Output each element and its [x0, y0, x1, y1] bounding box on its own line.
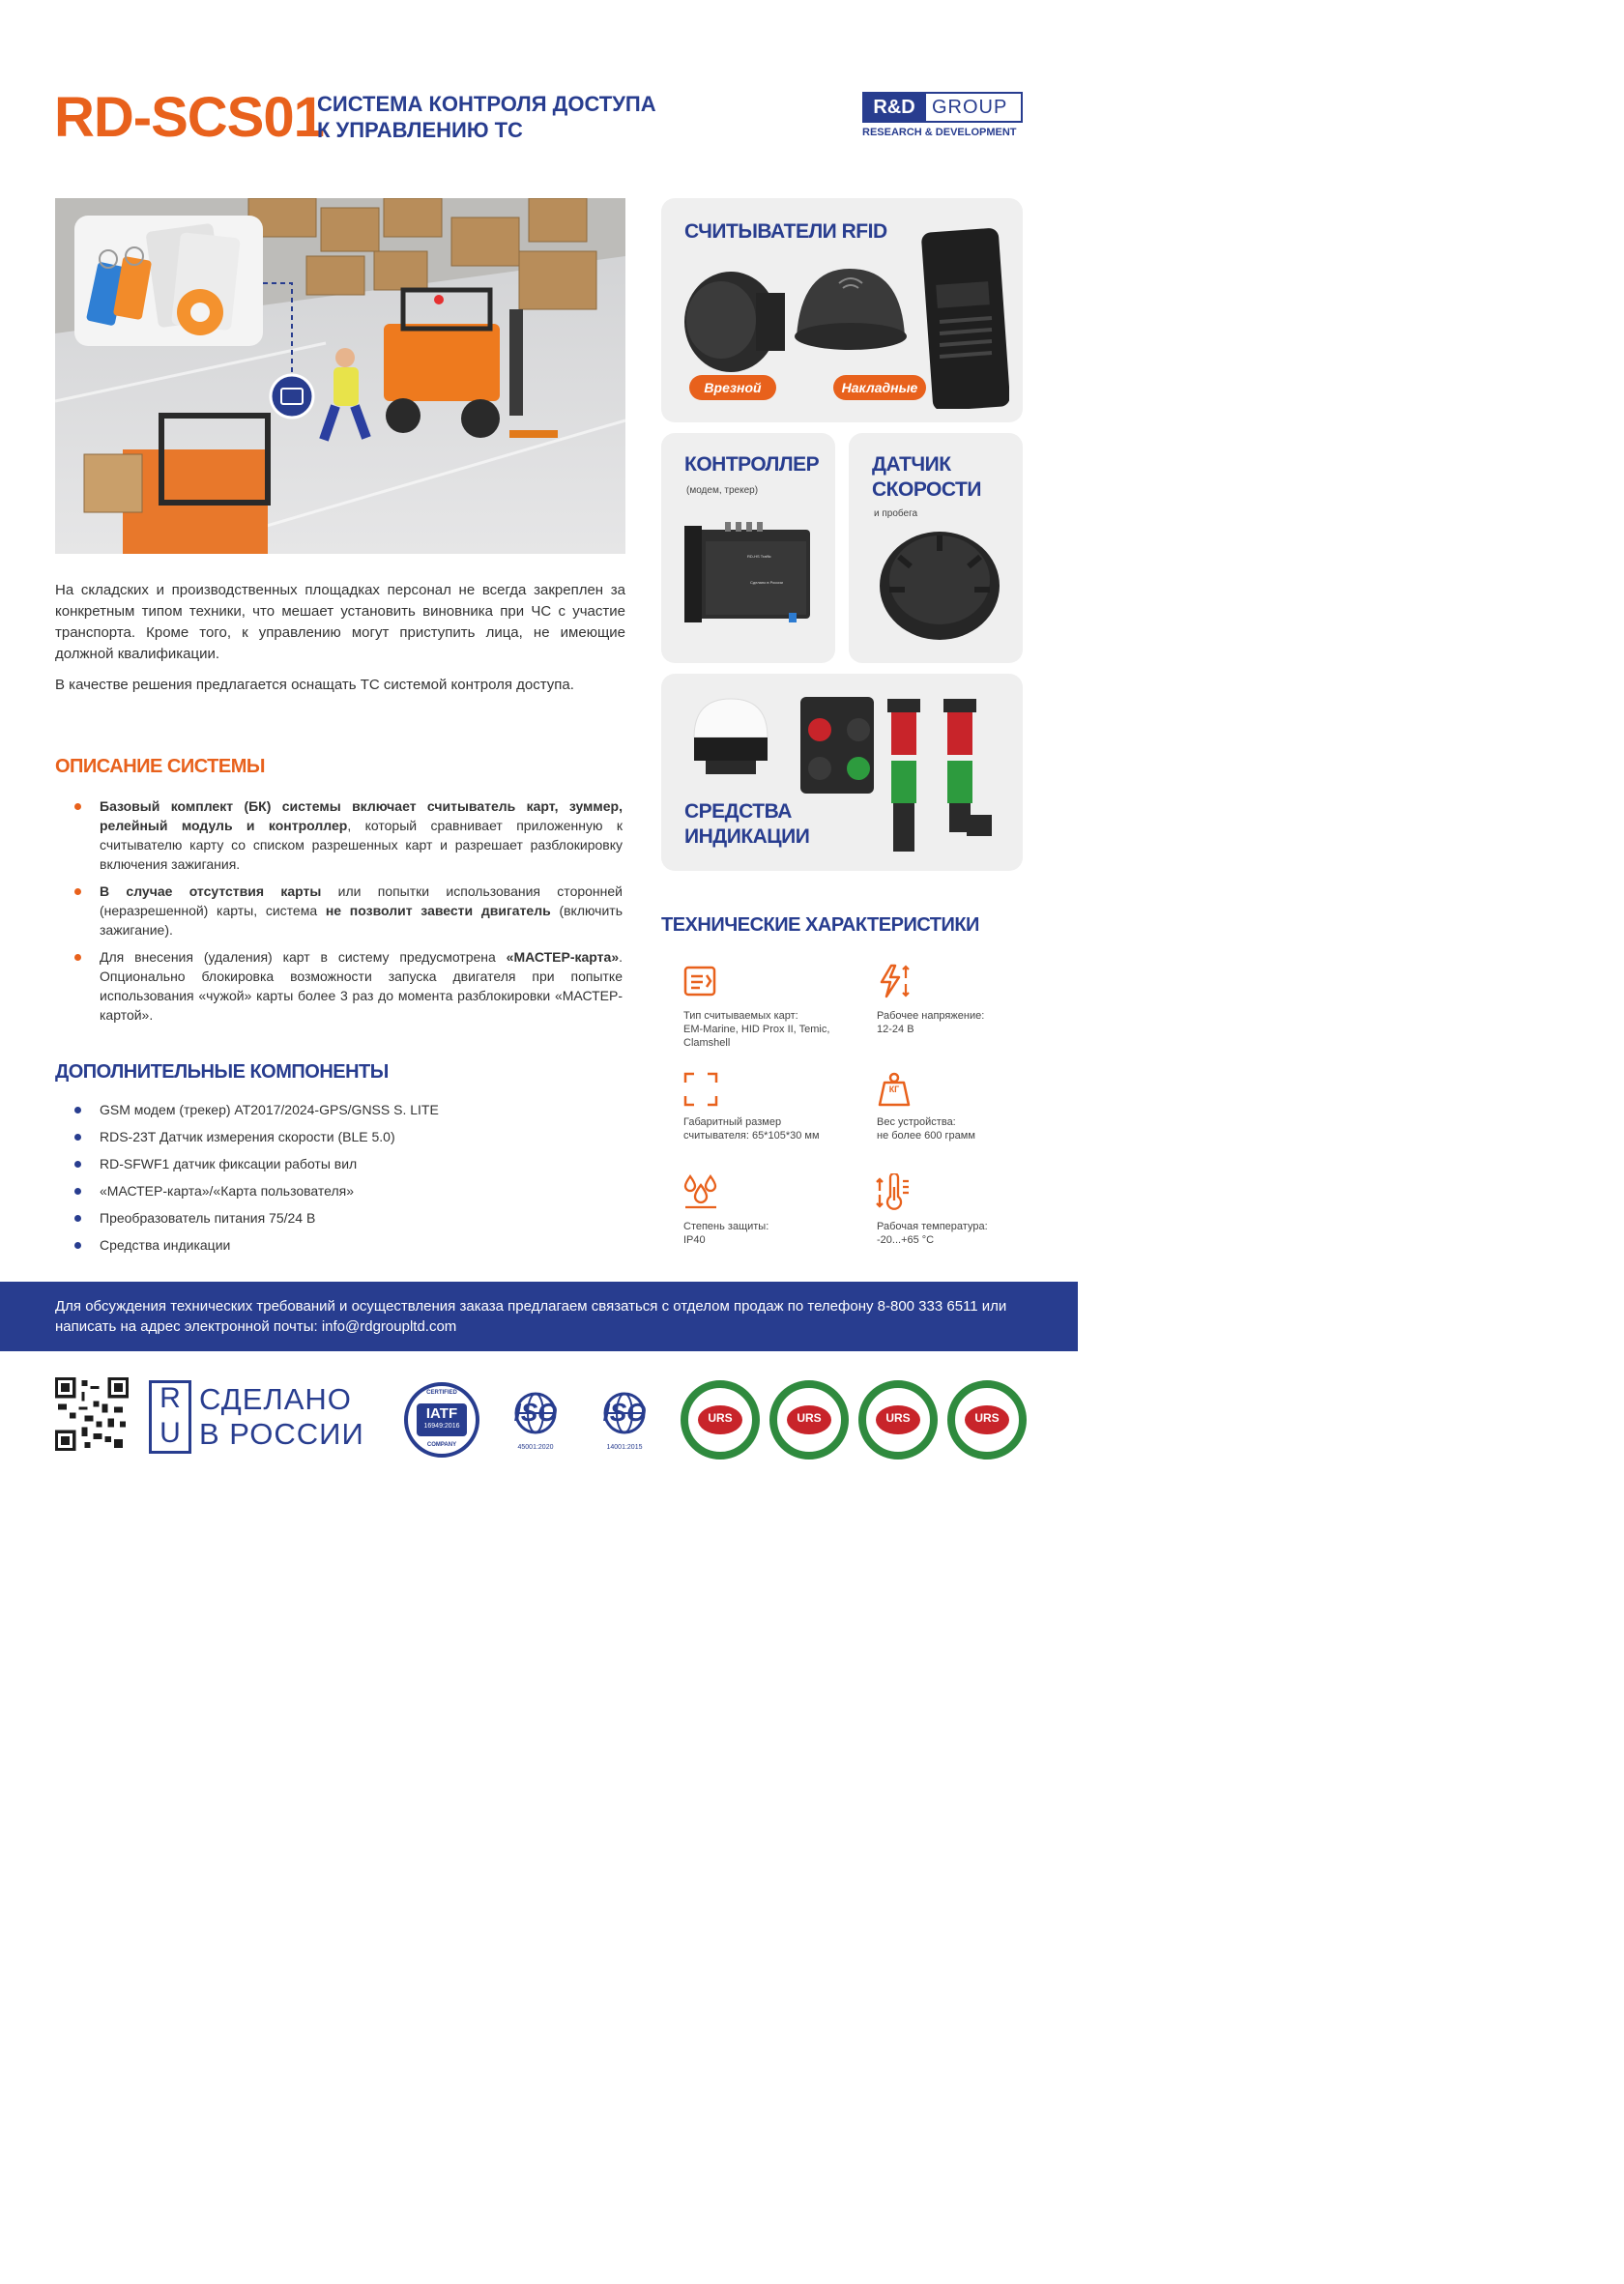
water-drop-icon [682, 1173, 719, 1210]
card-reader-badge-icon [271, 375, 313, 418]
made-in-russia-logo [149, 1380, 383, 1456]
component-item: Средства индикации [55, 1235, 596, 1262]
rfid-title: СЧИТЫВАТЕЛИ RFID [684, 220, 887, 243]
made-in-russia-line-1: СДЕЛАНО [199, 1382, 352, 1416]
speed-sensor-image [874, 522, 1005, 644]
system-item-1: Базовый комплект (БК) системы включает считыватель карт, зуммер, релейный модуль и контроллер, который сравнивает приложенную к считывателю карту со списком разрешенных карт и разрешает разблокировку включения зажигания. [55, 796, 623, 874]
speed-sensor-subtitle: и пробега [874, 508, 918, 519]
dimensions-icon [682, 1071, 719, 1108]
product-title [317, 91, 656, 143]
spec-weight: Вес устройства: не более 600 грамм [877, 1116, 975, 1142]
system-item-3: Для внесения (удаления) карт в систему предусмотрена «МАСТЕР-карта». Опционально блокировка возможности запуска двигателя при попытке использования «чужой» карты более 3 раз до момента разблокировки «МАСТЕР-картой». [55, 947, 623, 1025]
controller-image [682, 512, 818, 633]
iatf-certificate-badge: CERTIFIED IATF 16949:2016 COMPANY [404, 1382, 479, 1458]
system-list [55, 796, 623, 1032]
weight-icon-label: КГ [888, 1084, 900, 1094]
component-item: «МАСТЕР-карта»/«Карта пользователя» [55, 1181, 596, 1208]
controller-title: КОНТРОЛЛЕР [684, 453, 820, 476]
company-logo [862, 92, 1023, 142]
spec-protection: Степень защиты: IP40 [683, 1221, 769, 1246]
rfid-cards-inset [74, 216, 263, 346]
spec-dimensions: Габаритный размер считывателя: 65*105*30 мм [683, 1116, 820, 1142]
hero-warehouse-image [55, 198, 625, 554]
controller-note: Сделано в России [750, 580, 783, 585]
product-title-line-1: СИСТЕМА КОНТРОЛЯ ДОСТУПА [317, 92, 656, 116]
controller-label: RD-HS Traffic [747, 554, 771, 559]
specs-heading: ТЕХНИЧЕСКИЕ ХАРАКТЕРИСТИКИ [661, 914, 979, 936]
indication-card [661, 674, 1023, 871]
product-title-line-2: К УПРАВЛЕНИЮ ТС [317, 118, 523, 142]
product-code: RD-SCS01 [54, 86, 324, 149]
components-list [55, 1100, 596, 1262]
logo-rd: R&D [862, 92, 926, 123]
pill-surface-mount: Накладные [833, 375, 926, 400]
component-item: RD-SFWF1 датчик фиксации работы вил [55, 1154, 596, 1181]
rfid-readers-card [661, 198, 1023, 422]
speed-sensor-title: ДАТЧИК СКОРОСТИ [872, 453, 981, 501]
spec-temperature: Рабочая температура: -20...+65 °С [877, 1221, 988, 1246]
iso-14001-badge: ISO 14001:2015 [584, 1380, 665, 1461]
contact-text: Для обсуждения технических требований и осуществления заказа предлагаем связаться с отделом продаж по телефону 8-800 333 6511 или написать на адрес электронной почты: info@rdgroupltd.com [55, 1298, 1007, 1335]
qr-code-icon [55, 1377, 129, 1451]
made-in-russia-line-2: В РОССИИ [199, 1417, 364, 1451]
urs-58139-badge: URS [769, 1380, 849, 1460]
system-item-2: В случае отсутствия карты или попытки использования сторонней (неразрешенной) карты, система не позволит завести двигатель (включить зажигание). [55, 882, 623, 940]
component-item: GSM модем (трекер) AT2017/2024-GPS/GNSS S. LITE [55, 1100, 596, 1127]
logo-group: GROUP [932, 97, 1008, 118]
iso-45001-badge: ISO 45001:2020 [495, 1380, 576, 1461]
urs-certification-badge: URS [681, 1380, 760, 1460]
spec-card-types: Тип считываемых карт: EM-Marine, HID Prox II, Temic, Clamshell [683, 1010, 830, 1049]
component-item: Преобразователь питания 75/24 В [55, 1208, 596, 1235]
intro-paragraph-2: В качестве решения предлагается оснащать ТС системой контроля доступа. [55, 677, 574, 693]
controller-card [661, 433, 835, 663]
logo-subtitle: RESEARCH & DEVELOPMENT [862, 127, 1017, 138]
thermometer-icon [876, 1173, 913, 1210]
pill-flush-mount: Врезной [689, 375, 776, 400]
system-heading: ОПИСАНИЕ СИСТЕМЫ [55, 756, 265, 777]
urs-9001-badge: URS [858, 1380, 938, 1460]
speed-sensor-card [849, 433, 1023, 663]
urs-russia-58139-badge: URS [947, 1380, 1027, 1460]
card-reader-icon [682, 963, 719, 999]
spec-voltage: Рабочее напряжение: 12-24 В [877, 1010, 985, 1035]
ru-r: R [160, 1382, 181, 1414]
controller-subtitle: (модем, трекер) [686, 485, 759, 496]
component-item: RDS-23T Датчик измерения скорости (BLE 5.0) [55, 1127, 596, 1154]
voltage-icon [876, 963, 913, 999]
warehouse-illustration [55, 198, 625, 554]
indication-title: СРЕДСТВА ИНДИКАЦИИ [684, 800, 810, 848]
ru-u: U [160, 1417, 181, 1449]
components-heading: ДОПОЛНИТЕЛЬНЫЕ КОМПОНЕНТЫ [55, 1061, 389, 1083]
intro-paragraph-1: На складских и производственных площадках персонал не всегда закреплен за конкретным типом техники, что мешает установить виновника при ЧС с участие транспорта. Кроме того, к управлению могут приступить лица, не имеющие должной квалификации. [55, 582, 625, 662]
